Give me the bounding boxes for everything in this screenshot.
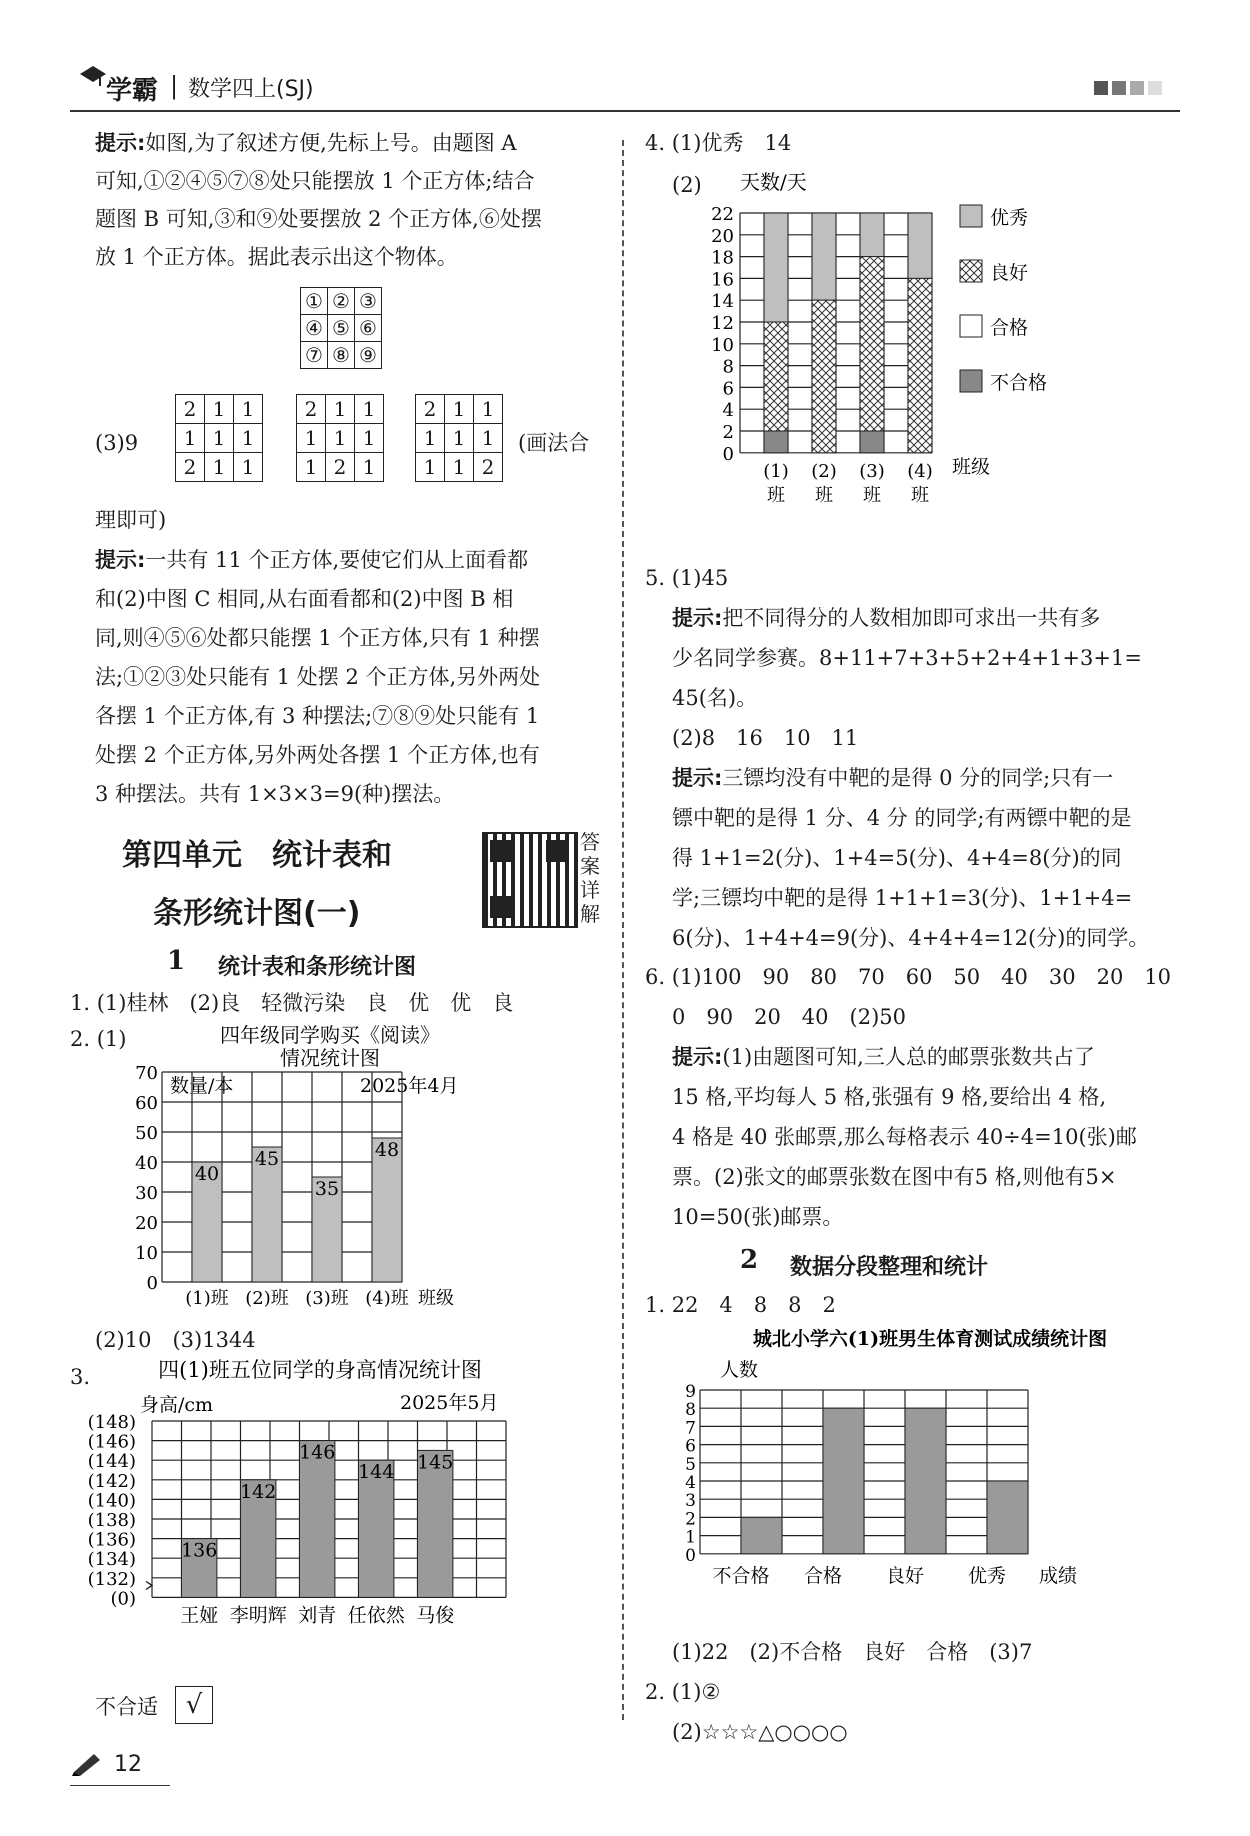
legend-swatch bbox=[960, 315, 982, 337]
x-tick-label: (1) bbox=[763, 460, 789, 482]
y-tick-label: (0) bbox=[110, 1588, 136, 1610]
legend-label: 不合格 bbox=[990, 372, 1048, 394]
x-tick-label: 合格 bbox=[803, 1564, 843, 1587]
legend-swatch bbox=[960, 205, 982, 227]
y-tick-label: 4 bbox=[685, 1473, 696, 1493]
x-axis-label: 班级 bbox=[952, 455, 991, 478]
pencil-icon bbox=[70, 1750, 104, 1780]
x-tick-label: 班 bbox=[815, 484, 833, 506]
x-tick-label: (1)班 bbox=[185, 1288, 229, 1309]
cube-grid-2: 2 1 1 1 1 1 1 2 1 bbox=[296, 394, 384, 482]
bar-good bbox=[764, 322, 788, 431]
hint2-line-2: 同,则④⑤⑥处都只能摆 1 个正方体,只有 1 种摆 bbox=[95, 626, 540, 650]
y-tick-label: 40 bbox=[135, 1153, 158, 1174]
hint5-line-1: 少名同学参赛。8+11+7+3+5+2+4+1+3+1= bbox=[672, 646, 1142, 670]
y-axis-label: 天数/天 bbox=[740, 170, 807, 194]
y-tick-label: 7 bbox=[685, 1418, 696, 1439]
y-tick-label: 30 bbox=[135, 1183, 158, 1204]
y-tick-label: 4 bbox=[722, 400, 734, 422]
y-tick-label: (144) bbox=[87, 1451, 136, 1473]
cube-grid-1: 2 1 1 1 1 1 2 1 1 bbox=[175, 394, 263, 482]
x-tick-label: 马俊 bbox=[416, 1604, 455, 1627]
y-tick-label: 9 bbox=[685, 1382, 696, 1402]
y-tick-label: 12 bbox=[711, 313, 734, 334]
y-tick-label: 0 bbox=[685, 1545, 696, 1566]
right-q1: 1. 22 4 8 8 2 bbox=[645, 1293, 836, 1317]
y-tick-label: (146) bbox=[87, 1431, 136, 1453]
legend-swatch bbox=[960, 260, 982, 282]
hint6-line-4: 10=50(张)邮票。 bbox=[672, 1205, 844, 1229]
y-tick-label: 0 bbox=[722, 443, 734, 465]
right-q2-1: 2. (1)② bbox=[645, 1680, 721, 1704]
left-q2-label: 2. (1) bbox=[70, 1027, 127, 1051]
x-tick-label: 班 bbox=[911, 484, 929, 506]
bar-excellent bbox=[764, 213, 788, 322]
hint1-line-0: 提示:如图,为了叙述方便,先标上号。由题图 A bbox=[95, 131, 517, 155]
unit-title-line-2: 条形统计图(一) bbox=[153, 896, 361, 931]
x-tick-label: (4) bbox=[907, 460, 933, 482]
bar bbox=[823, 1408, 864, 1554]
hint2-line-4: 各摆 1 个正方体,有 3 种摆法;⑦⑧⑨处只能有 1 bbox=[95, 704, 540, 728]
bar-good bbox=[860, 257, 884, 431]
right-q5-2: (2)8 16 10 11 bbox=[672, 726, 859, 750]
y-tick-label: (140) bbox=[87, 1490, 136, 1512]
data-label: 45 bbox=[254, 1148, 280, 1170]
column-divider bbox=[622, 140, 624, 1720]
legend-label: 合格 bbox=[990, 317, 1029, 339]
right-q4-1: 4. (1)优秀 14 bbox=[645, 131, 792, 155]
hint1-line-2: 题图 B 可知,③和⑨处要摆放 2 个正方体,⑥处摆 bbox=[95, 207, 542, 231]
y-tick-label: 20 bbox=[135, 1213, 158, 1234]
right-q5-1: 5. (1)45 bbox=[645, 566, 729, 590]
x-tick-label: 不合格 bbox=[712, 1564, 770, 1587]
y-tick-label: 18 bbox=[711, 247, 734, 269]
right-q1-answer: (1)22 (2)不合格 良好 合格 (3)7 bbox=[672, 1640, 1033, 1664]
legend-swatch bbox=[960, 370, 982, 392]
x-tick-label: 良好 bbox=[885, 1564, 925, 1587]
x-tick-label: (2) bbox=[811, 460, 837, 482]
chart-date: 2025年4月 bbox=[360, 1075, 459, 1097]
checkbox-label: 不合适 bbox=[95, 1695, 158, 1719]
y-tick-label: (148) bbox=[87, 1412, 136, 1433]
hint5-line-2: 45(名)。 bbox=[672, 686, 758, 710]
x-tick-label: (3) bbox=[859, 460, 885, 482]
y-tick-label: 6 bbox=[685, 1436, 696, 1457]
data-label: 142 bbox=[240, 1480, 277, 1503]
bar-fail bbox=[860, 431, 884, 453]
hint2-line-6: 3 种摆法。共有 1×3×3=9(种)摆法。 bbox=[95, 782, 455, 806]
x-tick-label: 刘青 bbox=[298, 1604, 337, 1627]
y-tick-label: (142) bbox=[87, 1470, 136, 1492]
data-label: 40 bbox=[194, 1163, 220, 1185]
y-axis-label: 数量/本 bbox=[170, 1075, 234, 1097]
section2-num: 2 bbox=[740, 1245, 759, 1275]
hint1-line-1: 可知,①②④⑤⑦⑧处只能摆放 1 个正方体;结合 bbox=[95, 169, 535, 193]
qr-side-text: 答案详解 bbox=[580, 830, 600, 926]
height-chart bbox=[87, 1355, 610, 1685]
q3-suffix: (画法合 bbox=[518, 431, 590, 455]
section2-title: 数据分段整理和统计 bbox=[790, 1255, 989, 1280]
hint6-line-0: 提示:(1)由题图可知,三人总的邮票张数共占了 bbox=[672, 1045, 1095, 1069]
y-axis-label: 人数 bbox=[720, 1359, 759, 1381]
air-quality-days-chart bbox=[690, 165, 1160, 555]
legend-label: 良好 bbox=[990, 262, 1029, 284]
y-tick-label: 70 bbox=[135, 1063, 158, 1084]
bar-fail bbox=[764, 431, 788, 453]
number-grid: ① ② ③ ④ ⑤ ⑥ ⑦ ⑧ ⑨ bbox=[300, 287, 382, 369]
x-tick-label: 优秀 bbox=[967, 1564, 1007, 1587]
data-label: 48 bbox=[374, 1139, 400, 1161]
bar bbox=[300, 1441, 335, 1598]
q3-suffix-2: 理即可) bbox=[95, 508, 167, 532]
bar bbox=[987, 1481, 1028, 1554]
y-tick-label: 3 bbox=[685, 1491, 696, 1512]
legend-label: 优秀 bbox=[990, 207, 1029, 229]
y-tick-label: 10 bbox=[135, 1243, 158, 1264]
chart-subtitle: 情况统计图 bbox=[280, 1046, 380, 1070]
answer-checkbox[interactable]: √ bbox=[175, 1686, 213, 1724]
y-tick-label: 16 bbox=[711, 269, 734, 291]
q3-label: (3)9 bbox=[95, 431, 139, 455]
cube-grid-3: 2 1 1 1 1 1 1 1 2 bbox=[415, 394, 503, 482]
right-q6-2: 0 90 20 40 (2)50 bbox=[672, 1005, 906, 1029]
x-tick-label: (2)班 bbox=[245, 1288, 289, 1309]
hint5b-line-2: 得 1+1=2(分)、1+4=5(分)、4+4=8(分)的同 bbox=[672, 846, 1122, 870]
y-tick-label: 8 bbox=[685, 1400, 696, 1421]
data-label: 35 bbox=[314, 1178, 340, 1200]
y-tick-label: 22 bbox=[711, 204, 734, 225]
section1-num: 1 bbox=[167, 946, 186, 976]
y-axis-label: 身高/cm bbox=[140, 1394, 214, 1416]
chart-title: 四(1)班五位同学的身高情况统计图 bbox=[158, 1358, 482, 1382]
hint5b-line-4: 6(分)、1+4+4=9(分)、4+4+4=12(分)的同学。 bbox=[672, 926, 1150, 950]
data-label: 146 bbox=[299, 1441, 336, 1464]
qr-code[interactable] bbox=[482, 832, 578, 928]
chart-title: 四年级同学购买《阅读》 bbox=[220, 1023, 440, 1047]
y-tick-label: (136) bbox=[87, 1529, 136, 1551]
hint5-line-0: 提示:把不同得分的人数相加即可求出一共有多 bbox=[672, 606, 1101, 630]
hint5b-line-0: 提示:三镖均没有中靶的是得 0 分的同学;只有一 bbox=[672, 766, 1114, 790]
x-tick-label: 王娅 bbox=[180, 1604, 219, 1627]
y-tick-label: 1 bbox=[685, 1527, 696, 1548]
hint1-line-3: 放 1 个正方体。据此表示出这个物体。 bbox=[95, 245, 458, 269]
hint6-line-3: 票。(2)张文的邮票张数在图中有5 格,则他有5× bbox=[672, 1165, 1117, 1189]
y-tick-label: 6 bbox=[722, 378, 734, 400]
y-tick-label: 2 bbox=[722, 422, 734, 443]
hint2-line-5: 处摆 2 个正方体,另外两处各摆 1 个正方体,也有 bbox=[95, 743, 540, 767]
x-tick-label: 班 bbox=[767, 484, 785, 506]
brand-name: 学霸 bbox=[106, 76, 159, 106]
page-header: 学霸 | 数学四上(SJ) bbox=[70, 60, 1180, 112]
header-decoration bbox=[1094, 80, 1162, 99]
pe-test-chart bbox=[660, 1325, 1180, 1635]
book-title: 数学四上(SJ) bbox=[188, 77, 314, 102]
y-tick-label: (138) bbox=[87, 1510, 136, 1531]
data-label: 144 bbox=[358, 1461, 395, 1484]
y-tick-label: 8 bbox=[722, 356, 734, 378]
bar-good bbox=[812, 300, 836, 453]
y-tick-label: 2 bbox=[685, 1509, 696, 1530]
unit-title-line-1: 第四单元 统计表和 bbox=[122, 838, 392, 873]
hint6-line-1: 15 格,平均每人 5 格,张强有 9 格,要给出 4 格, bbox=[672, 1085, 1107, 1109]
y-tick-label: 20 bbox=[711, 225, 734, 247]
chart-date: 2025年5月 bbox=[400, 1392, 499, 1414]
x-tick-label: 任依然 bbox=[347, 1604, 405, 1627]
x-tick-label: (3)班 bbox=[305, 1288, 349, 1309]
hint5b-line-3: 学;三镖均中靶的是得 1+1+1=3(分)、1+1+4= bbox=[672, 886, 1133, 910]
data-label: 136 bbox=[181, 1539, 218, 1562]
y-tick-label: 14 bbox=[711, 291, 734, 313]
y-tick-label: 0 bbox=[146, 1273, 158, 1294]
hint2-line-1: 和(2)中图 C 相同,从右面看都和(2)中图 B 相 bbox=[95, 587, 514, 611]
x-axis-label: 成绩 bbox=[1038, 1564, 1078, 1587]
bar-excellent bbox=[860, 213, 884, 257]
right-q6-1: 6. (1)100 90 80 70 60 50 40 30 20 10 bbox=[645, 965, 1172, 989]
hint2-line-0: 提示:一共有 11 个正方体,要使它们从上面看都 bbox=[95, 548, 529, 572]
y-tick-label: (132) bbox=[87, 1568, 136, 1590]
y-tick-label: 60 bbox=[135, 1093, 158, 1114]
axis-break-icon bbox=[146, 1581, 152, 1589]
right-q2-2: (2)☆☆☆△○○○○ bbox=[672, 1720, 848, 1744]
left-q3-num: 3. bbox=[70, 1365, 91, 1389]
x-tick-label: (4)班 bbox=[365, 1288, 409, 1309]
bar bbox=[741, 1517, 782, 1553]
y-tick-label: 50 bbox=[135, 1123, 158, 1144]
left-q2-rest: (2)10 (3)1344 bbox=[95, 1328, 256, 1352]
section1-title: 统计表和条形统计图 bbox=[218, 955, 417, 980]
y-tick-label: (134) bbox=[87, 1549, 136, 1571]
bar-excellent bbox=[812, 213, 836, 300]
right-q4-2: (2) bbox=[672, 173, 702, 197]
bar-good bbox=[908, 278, 932, 452]
left-q1: 1. (1)桂林 (2)良 轻微污染 良 优 优 良 bbox=[70, 991, 514, 1015]
chart-title: 城北小学六(1)班男生体育测试成绩统计图 bbox=[752, 1328, 1108, 1350]
x-tick-label: 李明辉 bbox=[229, 1604, 287, 1627]
page-number: 12 bbox=[114, 1752, 142, 1777]
x-axis-label: 班级 bbox=[418, 1288, 454, 1309]
y-tick-label: 5 bbox=[685, 1454, 696, 1475]
hint2-line-3: 法;①②③处只能有 1 处摆 2 个正方体,另外两处 bbox=[95, 665, 541, 689]
bar bbox=[905, 1408, 946, 1554]
hint5b-line-1: 镖中靶的是得 1 分、4 分 的同学;有两镖中靶的是 bbox=[672, 806, 1132, 830]
data-label: 145 bbox=[417, 1451, 454, 1474]
hint6-line-2: 4 格是 40 张邮票,那么每格表示 40÷4=10(张)邮 bbox=[672, 1125, 1137, 1149]
bar-excellent bbox=[908, 213, 932, 278]
y-tick-label: 10 bbox=[711, 334, 734, 356]
x-tick-label: 班 bbox=[863, 484, 881, 506]
reading-purchase-chart bbox=[135, 1020, 520, 1335]
brand-logo-icon bbox=[78, 62, 104, 84]
